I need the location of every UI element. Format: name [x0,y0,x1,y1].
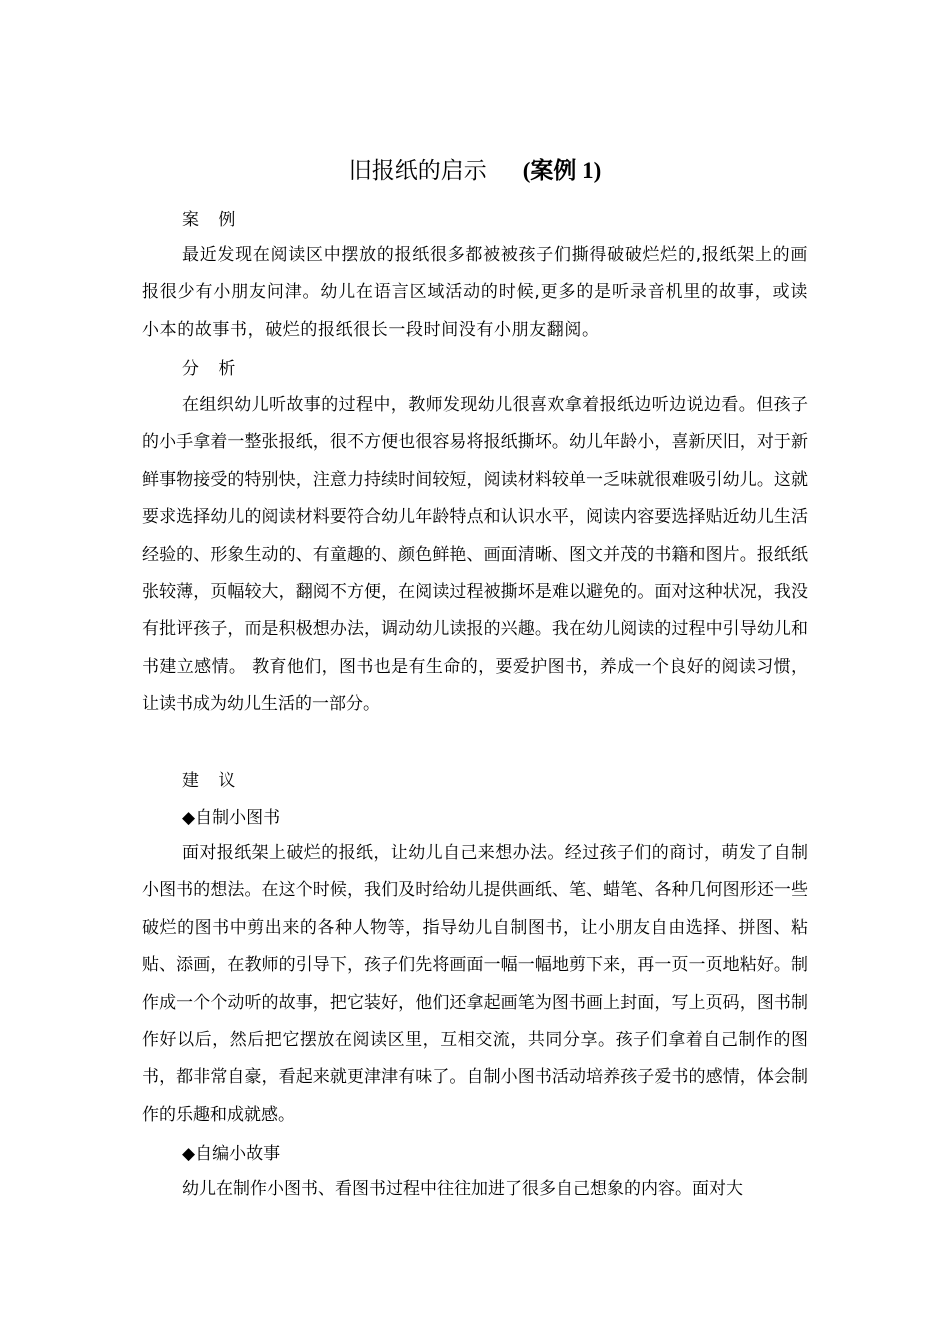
analysis-paragraph: 在组织幼儿听故事的过程中，教师发现幼儿很喜欢拿着报纸边听边说边看。但孩子的小手拿着一整张报纸，很不方便也很容易将报纸撕坏。幼儿年龄小，喜新厌旧，对于新鲜事物接受的特别快，注意力持续时间较短，阅读材料较单一乏味就很难吸引幼儿。这就要求选择幼儿的阅读材料要符合幼儿年龄特点和认识水平，阅读内容要选择贴近幼儿生活经验的、形象生动的、有童趣的、颜色鲜艳、画面清晰、图文并茂的书籍和图片。报纸纸张较薄，页幅较大，翻阅不方便，在阅读过程被撕坏是难以避免的。面对这种状况，我没有批评孩子，而是积极想办法，调动幼儿读报的兴趣。我在幼儿阅读的过程中引导幼儿和书建立感情。 教育他们，图书也是有生命的，要爱护图书，养成一个良好的阅读习惯，让读书成为幼儿生活的一部分。 [142,395,808,715]
section-heading-analysis: 分 析 [182,359,243,379]
section-heading-case: 案 例 [182,210,243,230]
suggestion-bullet-1: ◆自制小图书 [182,808,281,828]
title-case-number: (案例 1) [522,158,602,183]
case-paragraph: 最近发现在阅读区中摆放的报纸很多都被被孩子们撕得破破烂烂的,报纸架上的画报很少有小朋友问津。幼儿在语言区域活动的时候,更多的是听录音机里的故事，或读小本的故事书，破烂的报纸很长一段时间没有小朋友翻阅。 [142,245,808,340]
suggestion-paragraph-2: 幼儿在制作小图书、看图书过程中往往加进了很多自己想象的内容。面对大 [182,1179,743,1199]
section-heading-suggestions: 建 议 [182,771,243,791]
document-title [0,154,950,188]
suggestion-paragraph-1: 面对报纸架上破烂的报纸，让幼儿自己来想办法。经过孩子们的商讨，萌发了自制小图书的想法。在这个时候，我们及时给幼儿提供画纸、笔、蜡笔、各种几何图形还一些破烂的图书中剪出来的各种人物等，指导幼儿自制图书，让小朋友自由选择、拼图、粘贴、添画，在教师的引导下，孩子们先将画面一幅一幅地剪下来，再一页一页地粘好。制作成一个个动听的故事，把它装好，他们还拿起画笔为图书画上封面，写上页码，图书制作好以后，然后把它摆放在阅读区里，互相交流，共同分享。孩子们拿着自己制作的图书，都非常自豪，看起来就更津津有味了。自制小图书活动培养孩子爱书的感情，体会制作的乐趣和成就感。 [142,843,808,1125]
title-text: 旧报纸的启示 [348,158,487,184]
suggestion-bullet-2: ◆自编小故事 [182,1144,281,1164]
